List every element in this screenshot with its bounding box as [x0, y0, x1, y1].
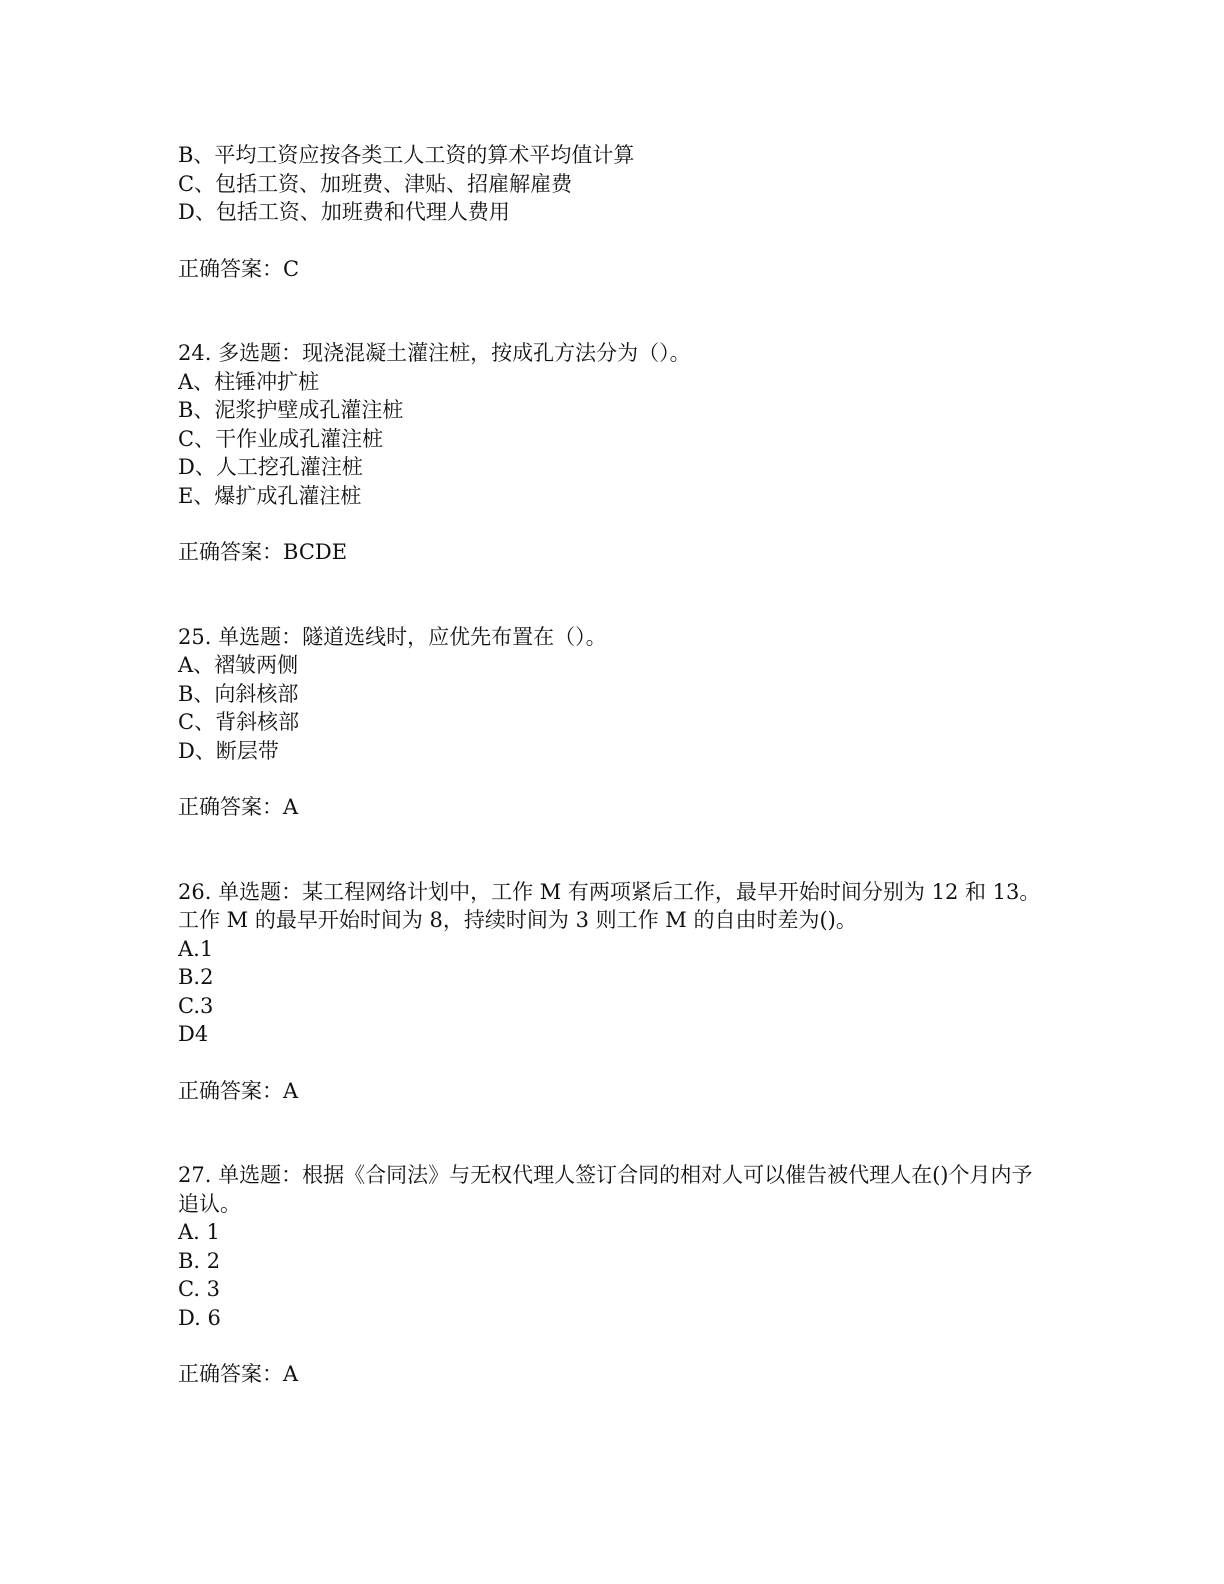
option-d: D4: [178, 1022, 209, 1046]
option-a: A.1: [178, 936, 214, 961]
option-c: C.3: [178, 993, 214, 1018]
question-stem: 26. 单选题：某工程网络计划中，工作 M 有两项紧后工作，最早开始时间分别为 12 和 13。工作 M 的最早开始时间为 8，持续时间为 3 则工作 M 的自由时差为()。: [178, 879, 1041, 932]
document-page: [178, 141, 1048, 1389]
question-25: [178, 623, 1048, 822]
question-24: [178, 339, 1048, 567]
question-stem: 24. 多选题：现浇混凝土灌注桩，按成孔方法分为（）。: [178, 341, 691, 365]
option-c: C. 3: [178, 1277, 221, 1301]
correct-answer: 正确答案：A: [178, 795, 299, 819]
option-b: B.2: [178, 965, 214, 989]
option-e: E、爆扩成孔灌注桩: [178, 483, 362, 508]
question-27: [178, 1161, 1048, 1389]
option-d: D. 6: [178, 1305, 221, 1330]
correct-answer: 正确答案：BCDE: [178, 540, 348, 564]
option-c: C、背斜核部: [178, 710, 300, 734]
option-b: B、平均工资应按各类工人工资的算术平均值计算: [178, 143, 635, 167]
option-d: D、包括工资、加班费和代理人费用: [178, 200, 510, 224]
option-d: D、断层带: [178, 738, 279, 763]
question-stem: 27. 单选题：根据《合同法》与无权代理人签订合同的相对人可以催告被代理人在()个月内予追认。: [178, 1163, 1033, 1216]
option-c: C、干作业成孔灌注桩: [178, 426, 384, 451]
option-c: C、包括工资、加班费、津贴、招雇解雇费: [178, 171, 573, 196]
correct-answer: 正确答案：C: [178, 256, 300, 281]
option-d: D、人工挖孔灌注桩: [178, 455, 363, 479]
question-23-continued: [178, 141, 1048, 283]
option-b: B. 2: [178, 1248, 221, 1273]
question-26: [178, 878, 1048, 1106]
question-stem: 25. 单选题：隧道选线时，应优先布置在（）。: [178, 624, 607, 649]
option-b: B、向斜核部: [178, 681, 299, 706]
correct-answer: 正确答案：A: [178, 1078, 299, 1103]
option-a: A. 1: [178, 1220, 220, 1244]
option-b: B、泥浆护壁成孔灌注桩: [178, 398, 404, 422]
option-a: A、柱锤冲扩桩: [178, 369, 320, 394]
correct-answer: 正确答案：A: [178, 1362, 299, 1386]
option-a: A、褶皱两侧: [178, 653, 299, 677]
